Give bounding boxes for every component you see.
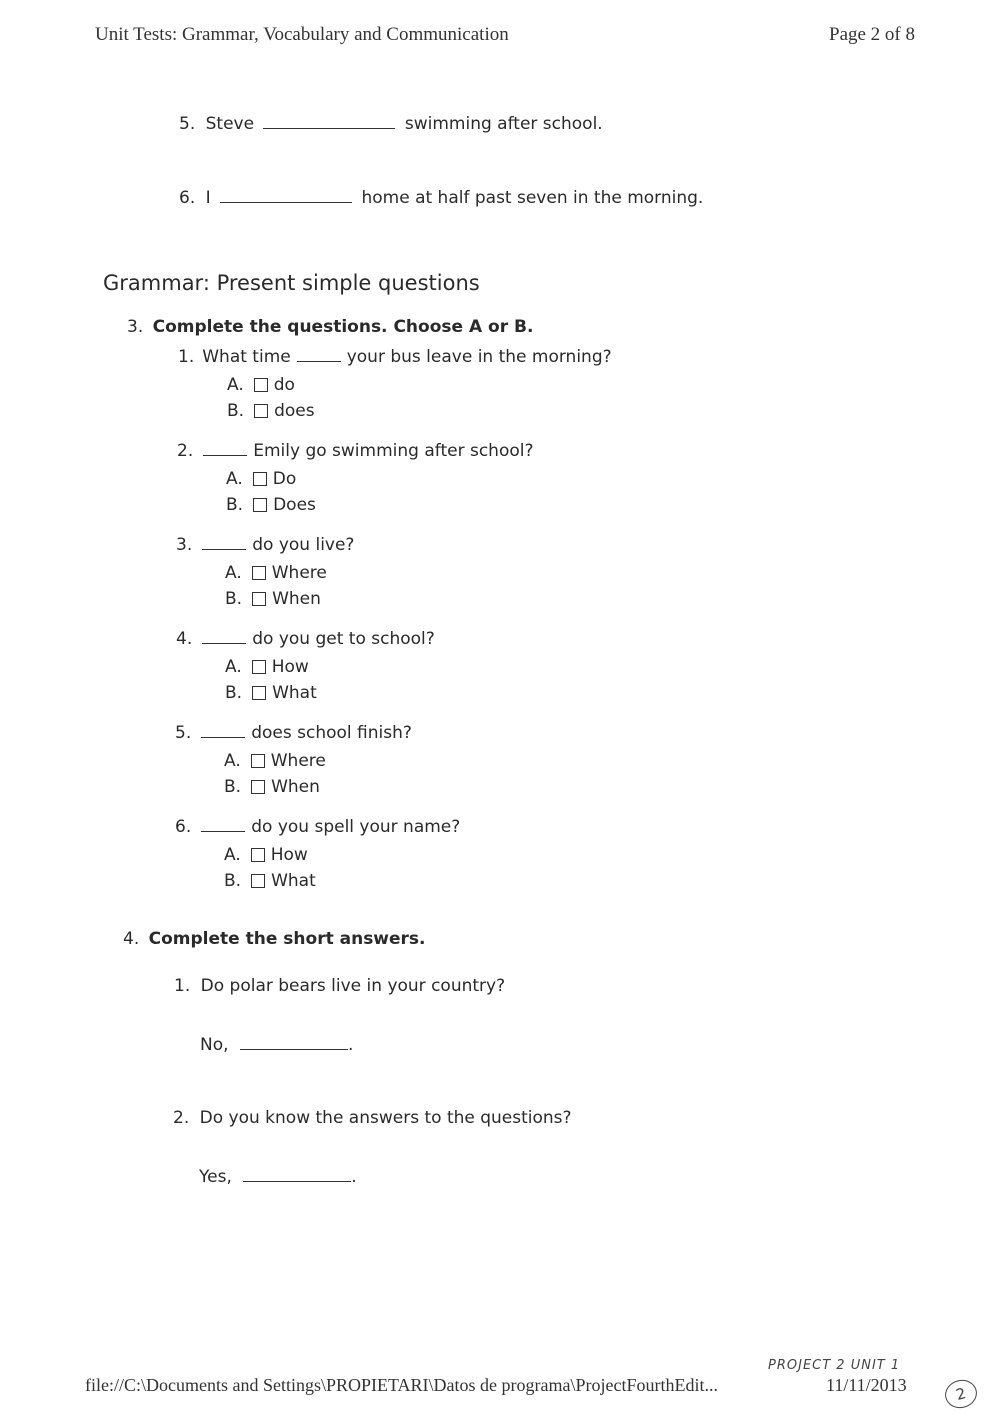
- option-letter: A.: [226, 469, 243, 489]
- exercise-number: 3.: [127, 317, 144, 337]
- option-b[interactable]: [225, 683, 317, 703]
- item-text-before: Steve: [205, 114, 255, 134]
- question-text: Do polar bears live in your country?: [200, 976, 506, 996]
- option-letter: B.: [225, 683, 243, 703]
- checkbox[interactable]: [254, 378, 268, 392]
- question-item: [176, 534, 354, 555]
- document-title: Unit Tests: Grammar, Vocabulary and Communication: [95, 24, 509, 45]
- option-a[interactable]: [227, 375, 295, 395]
- checkbox[interactable]: [252, 566, 266, 580]
- list-item: [173, 1108, 572, 1128]
- question-number: 1.: [178, 347, 195, 367]
- checkbox[interactable]: [253, 472, 267, 486]
- item-text-after: swimming after school.: [404, 114, 603, 134]
- answer-blank[interactable]: [243, 1166, 351, 1182]
- question-text-after: do you live?: [252, 535, 355, 555]
- answer-blank[interactable]: [297, 346, 341, 362]
- option-a[interactable]: [226, 469, 296, 489]
- option-a[interactable]: [225, 563, 327, 583]
- answer-blank[interactable]: [240, 1034, 348, 1050]
- question-text-after: does school finish?: [251, 723, 412, 743]
- option-letter: B.: [225, 589, 243, 609]
- section-title: Grammar: Present simple questions: [103, 271, 480, 295]
- answer-start: Yes,: [199, 1167, 232, 1187]
- option-letter: A.: [224, 845, 241, 865]
- option-letter: A.: [224, 751, 241, 771]
- option-b[interactable]: [224, 871, 316, 891]
- list-item: [179, 187, 703, 208]
- checkbox[interactable]: [251, 874, 265, 888]
- item-number: 1.: [174, 976, 191, 996]
- option-letter: B.: [227, 401, 245, 421]
- answer-blank[interactable]: [201, 816, 245, 832]
- option-text: What: [272, 683, 317, 703]
- checkbox[interactable]: [254, 404, 268, 418]
- question-number: 5.: [175, 723, 192, 743]
- option-letter: B.: [226, 495, 244, 515]
- checkbox[interactable]: [253, 498, 267, 512]
- answer-blank[interactable]: [203, 440, 247, 456]
- option-a[interactable]: [224, 845, 308, 865]
- exercise-heading: [123, 929, 426, 949]
- checkbox[interactable]: [252, 686, 266, 700]
- exercise-heading: [127, 317, 533, 337]
- circled-page-number: 2: [942, 1376, 980, 1411]
- list-item: [174, 976, 505, 996]
- option-letter: B.: [224, 777, 242, 797]
- option-a[interactable]: [224, 751, 326, 771]
- exercise-instruction: Complete the short answers.: [148, 929, 426, 949]
- option-b[interactable]: [227, 401, 315, 421]
- option-b[interactable]: [226, 495, 316, 515]
- item-number: 5.: [179, 114, 196, 134]
- option-text: Does: [273, 495, 316, 515]
- item-text-after: home at half past seven in the morning.: [361, 188, 704, 208]
- option-letter: A.: [225, 563, 242, 583]
- item-number: 2.: [173, 1108, 190, 1128]
- answer-blank[interactable]: [220, 187, 352, 203]
- question-item: [178, 346, 612, 367]
- option-text: do: [273, 375, 295, 395]
- answer-end: .: [347, 1035, 354, 1055]
- answer-end: .: [351, 1167, 357, 1187]
- option-text: Where: [270, 751, 326, 771]
- checkbox[interactable]: [251, 848, 265, 862]
- page-number: Page 2 of 8: [829, 24, 916, 45]
- question-number: 6.: [175, 817, 192, 837]
- option-text: How: [271, 657, 309, 677]
- question-text-before: What time: [202, 347, 291, 367]
- answer-start: No,: [200, 1035, 229, 1055]
- option-text: When: [272, 589, 321, 609]
- answer-blank[interactable]: [202, 534, 246, 550]
- option-b[interactable]: [225, 589, 321, 609]
- item-number: 6.: [179, 188, 196, 208]
- option-letter: A.: [225, 657, 242, 677]
- option-text: When: [271, 777, 320, 797]
- question-text-after: Emily go swimming after school?: [253, 441, 534, 461]
- question-text-after: your bus leave in the morning?: [346, 347, 612, 367]
- option-text: Where: [271, 563, 327, 583]
- exercise-number: 4.: [123, 929, 140, 949]
- question-number: 4.: [176, 629, 193, 649]
- short-answer: [199, 1166, 357, 1187]
- list-item: [179, 113, 603, 134]
- question-item: [175, 816, 460, 837]
- option-letter: A.: [227, 375, 244, 395]
- question-item: [175, 722, 412, 743]
- checkbox[interactable]: [252, 592, 266, 606]
- answer-blank[interactable]: [202, 628, 246, 644]
- option-text: How: [270, 845, 308, 865]
- exercise-instruction: Complete the questions. Choose A or B.: [152, 317, 534, 337]
- item-text-before: I: [205, 188, 211, 208]
- option-letter: B.: [224, 871, 242, 891]
- option-text: Do: [272, 469, 297, 489]
- question-number: 2.: [177, 441, 194, 461]
- checkbox[interactable]: [252, 660, 266, 674]
- option-a[interactable]: [225, 657, 309, 677]
- option-text: does: [274, 401, 315, 421]
- short-answer: [200, 1034, 353, 1055]
- question-item: [176, 628, 435, 649]
- question-number: 3.: [176, 535, 193, 555]
- option-text: What: [271, 871, 316, 891]
- answer-blank[interactable]: [201, 722, 245, 738]
- checkbox[interactable]: [251, 754, 265, 768]
- checkbox[interactable]: [251, 780, 265, 794]
- handwritten-note: PROJECT 2 UNIT 1: [768, 1358, 901, 1373]
- print-date: 11/11/2013: [826, 1375, 907, 1395]
- question-text: Do you know the answers to the questions?: [199, 1108, 572, 1128]
- file-path: file://C:\Documents and Settings\PROPIETARI\Datos de programa\ProjectFourthEdit...: [85, 1375, 718, 1395]
- option-b[interactable]: [224, 777, 320, 797]
- question-item: [177, 440, 534, 461]
- answer-blank[interactable]: [263, 113, 395, 129]
- question-text-after: do you get to school?: [252, 629, 435, 649]
- question-text-after: do you spell your name?: [251, 817, 461, 837]
